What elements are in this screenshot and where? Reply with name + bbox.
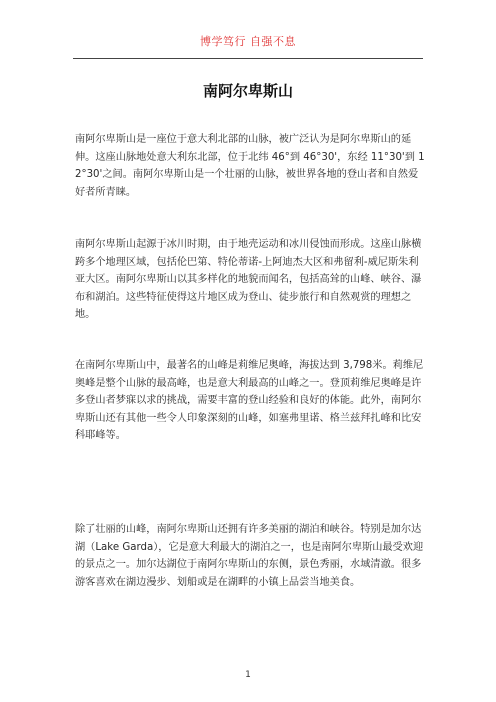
paragraph-2: 南阿尔卑斯山起源于冰川时期，由于地壳运动和冰川侵蚀而形成。这座山脉横跨多个地理区域，包括伦巴第、特伦蒂诺-上阿迪杰大区和弗留利-威尼斯朱利亚大区。南阿尔卑斯山以其多样化的地貌而闻名，包括高耸的山峰、峡谷、瀑布和湖泊。这些特征使得这片地区成为登山、徒步旅行和自然观赏的理想之地。 [75,239,422,320]
paragraph-3: 在南阿尔卑斯山中，最著名的山峰是莉维尼奥峰，海拔达到 3,798米。莉维尼奥峰是整个山脉的最高峰，也是意大利最高的山峰之一。登顶莉维尼奥峰是许多登山者梦寐以求的挑战，需要丰富的登山经验和良好的体能。此外，南阿尔卑斯山还有其他一些令人印象深刻的山峰，如塞弗里诺、格兰兹拜扎峰和比安科耶峰等。 [75,360,424,441]
header-divider [73,58,423,59]
document-title: 南阿尔卑斯山 [202,82,293,100]
page-number: 1 [245,670,251,680]
paragraph-4: 除了壮丽的山峰，南阿尔卑斯山还拥有许多美丽的湖泊和峡谷。特别是加尔达湖（Lake Garda），它是意大利最大的湖泊之一，也是南阿尔卑斯山最受欢迎的景点之一。加尔达湖位于南阿尔卑斯山的东侧，景色秀丽，水域清澈。很多游客喜欢在湖边漫步、划船或是在湖畔的小镇上品尝当地美食。 [75,524,424,588]
header-motto: 博学笃行 自强不息 [200,35,296,48]
paragraph-1: 南阿尔卑斯山是一座位于意大利北部的山脉，被广泛认为是阿尔卑斯山的延伸。这座山脉地处意大利东北部，位于北纬 46°到 46°30'，东经 11°30'到 12°30'之间。南阿尔卑斯山是一个壮丽的山脉，被世界各地的登山者和自然爱好者所青睐。 [75,134,425,198]
